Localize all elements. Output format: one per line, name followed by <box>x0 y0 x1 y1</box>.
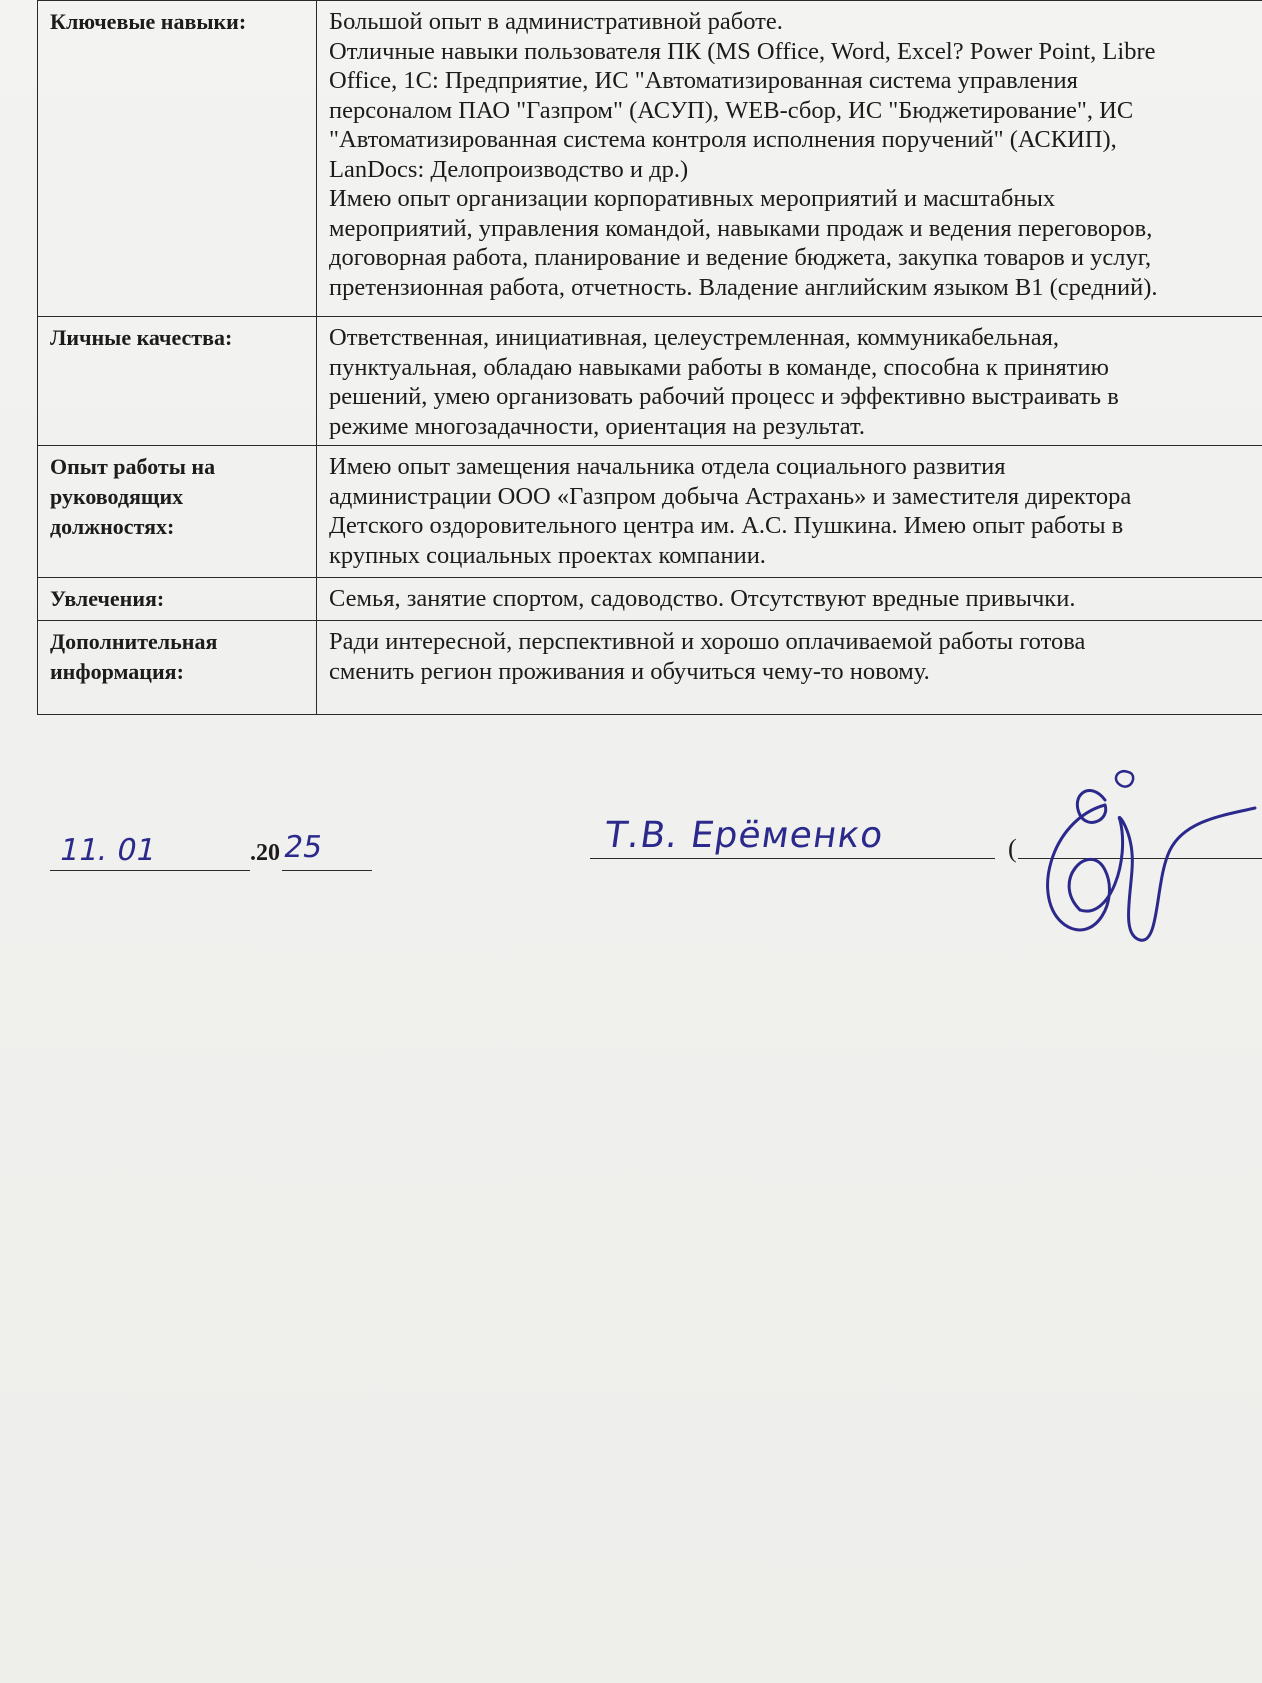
handwritten-year: 25 <box>280 830 326 865</box>
text-line: крупных социальных проектах компании. <box>329 541 766 569</box>
signature-block <box>0 700 1262 960</box>
value-management-experience <box>317 446 1262 578</box>
table-row-personal-qualities <box>38 317 1262 446</box>
resume-table <box>37 0 1262 715</box>
date-underline <box>50 870 250 871</box>
label-management-experience: Опыт работы на руководящих должностях: <box>38 446 317 578</box>
signature-open-paren: ( <box>1008 834 1017 863</box>
text-line: LanDocs: Делопроизводство и др.) <box>329 155 689 183</box>
text-line: персоналом ПАО "Газпром" (АСУП), WEB-сбор, ИС "Бюджетирование", ИС <box>329 96 1134 124</box>
label-key-skills: Ключевые навыки: <box>38 1 317 317</box>
handwritten-date: 11. 01 <box>56 833 160 868</box>
text-line: мероприятий, управления командой, навыками продаж и ведения переговоров, <box>329 214 1153 242</box>
handwritten-signature <box>1010 760 1260 960</box>
text-line: договорная работа, планирование и ведение бюджета, закупка товаров и услуг, <box>329 244 1152 271</box>
value-personal-qualities <box>317 317 1262 446</box>
name-underline <box>590 858 995 859</box>
text-line: режиме многозадачности, ориентация на результат. <box>329 412 866 440</box>
text-line: Семья, занятие спортом, садоводство. Отсутствуют вредные привычки. <box>329 585 1076 612</box>
text-line: Большой опыт в административной работе. <box>329 8 783 35</box>
label-personal-qualities: Личные качества: <box>38 317 317 446</box>
table-row-hobbies <box>38 578 1262 621</box>
table-row-management-experience <box>38 446 1262 578</box>
text-line: администрации ООО «Газпром добыча Астрахань» и заместителя директора <box>329 482 1132 510</box>
year-prefix: .20 <box>250 840 280 866</box>
label-additional-info: Дополнительная информация: <box>38 621 317 715</box>
value-key-skills <box>317 1 1262 317</box>
label-hobbies: Увлечения: <box>38 578 317 621</box>
text-line: Ответственная, инициативная, целеустремленная, коммуникабельная, <box>329 324 1059 351</box>
text-line: Office, 1С: Предприятие, ИС "Автоматизированная система управления <box>329 67 1078 94</box>
text-line: "Автоматизированная система контроля исполнения поручений" (АСКИП), <box>329 126 1117 153</box>
year-underline <box>282 870 372 871</box>
text-line: пунктуальная, обладаю навыками работы в команде, способна к принятию <box>329 353 1109 381</box>
text-line: решений, умею организовать рабочий процесс и эффективно выстраивать в <box>329 383 1119 410</box>
text-line: претензионная работа, отчетность. Владение английским языком В1 (средний). <box>329 273 1158 301</box>
value-hobbies <box>317 578 1262 621</box>
text-line: Детского оздоровительного центра им. А.С. Пушкина. Имею опыт работы в <box>329 512 1124 539</box>
handwritten-name: Т.В. Ерёменко <box>602 815 887 856</box>
text-line: Отличные навыки пользователя ПК (MS Office, Word, Excel? Power Point, Libre <box>329 37 1156 65</box>
text-line: Имею опыт организации корпоративных мероприятий и масштабных <box>329 185 1056 212</box>
text-line: сменить регион проживания и обучиться чему-то новому. <box>329 657 930 685</box>
table-row-key-skills <box>38 1 1262 317</box>
text-line: Ради интересной, перспективной и хорошо оплачиваемой работы готова <box>329 628 1086 655</box>
text-line: Имею опыт замещения начальника отдела социального развития <box>329 453 1006 480</box>
